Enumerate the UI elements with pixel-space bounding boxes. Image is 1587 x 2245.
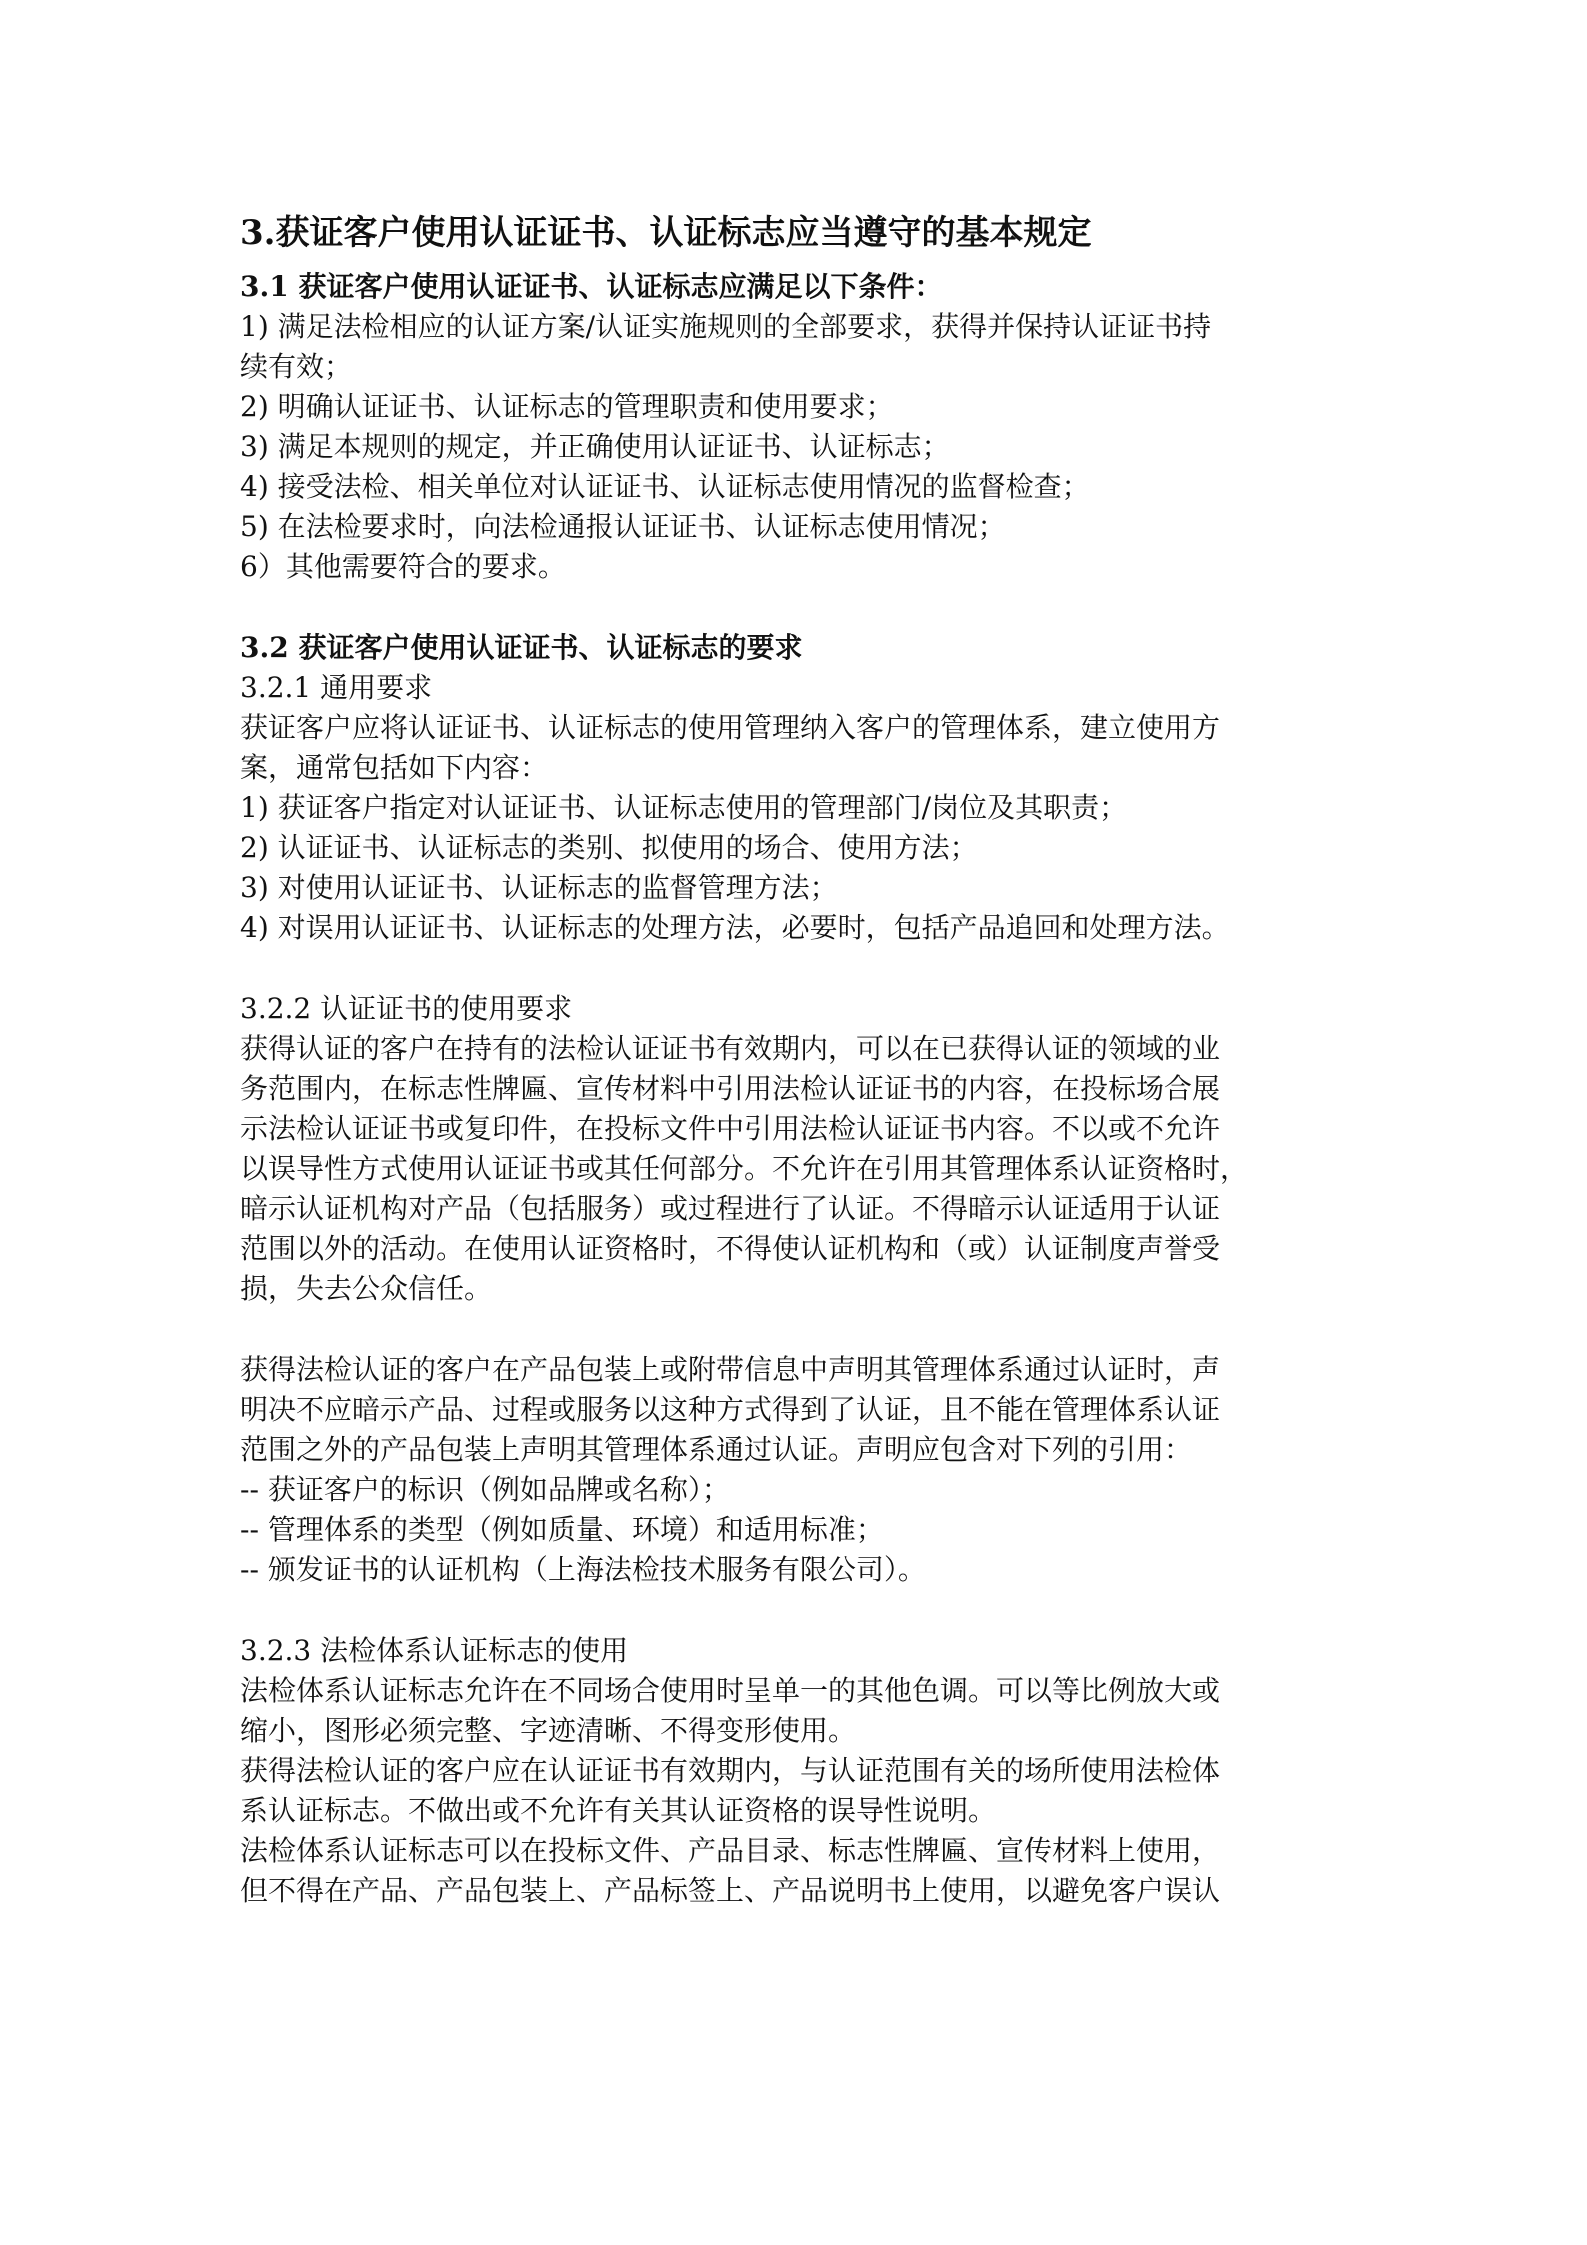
text-line: 明决不应暗示产品、过程或服务以这种方式得到了认证，且不能在管理体系认证 — [240, 1393, 1221, 1426]
text-line: 续有效； — [240, 350, 353, 383]
text-line: 但不得在产品、产品包装上、产品标签上、产品说明书上使用，以避免客户误认 — [240, 1874, 1221, 1907]
text-line: 3.2.2 认证证书的使用要求 — [240, 992, 573, 1025]
text-line: 务范围内，在标志性牌匾、宣传材料中引用法检认证证书的内容，在投标场合展 — [240, 1072, 1221, 1105]
text-line: -- 获证客户的标识（例如品牌或名称）； — [240, 1473, 730, 1506]
text-line: 4) 接受法检、相关单位对认证证书、认证标志使用情况的监督检查； — [240, 470, 1090, 503]
text-line: 2) 明确认证证书、认证标志的管理职责和使用要求； — [240, 390, 894, 423]
text-line: 6）其他需要符合的要求。 — [240, 550, 566, 583]
text-line: 获证客户应将认证证书、认证标志的使用管理纳入客户的管理体系，建立使用方 — [240, 711, 1221, 744]
text-line: 3) 对使用认证证书、认证标志的监督管理方法； — [240, 871, 838, 904]
text-line: 获得法检认证的客户在产品包装上或附带信息中声明其管理体系通过认证时，声 — [240, 1353, 1221, 1386]
text-line: 法检体系认证标志允许在不同场合使用时呈单一的其他色调。可以等比例放大或 — [240, 1674, 1221, 1707]
text-line: 以误导性方式使用认证证书或其任何部分。不允许在引用其管理体系认证资格时， — [240, 1152, 1249, 1185]
text-line: 案，通常包括如下内容： — [240, 751, 549, 784]
text-line: 3.2.1 通用要求 — [240, 671, 433, 704]
text-line: 3) 满足本规则的规定，并正确使用认证证书、认证标志； — [240, 430, 950, 463]
paragraph-gap — [240, 587, 1360, 628]
paragraph-gap — [240, 1590, 1360, 1631]
paragraph-gap — [240, 1309, 1360, 1350]
text-line: 缩小，图形必须完整、字迹清晰、不得变形使用。 — [240, 1714, 857, 1747]
text-line: 4) 对误用认证证书、认证标志的处理方法，必要时，包括产品追回和处理方法。 — [240, 911, 1230, 944]
text-line: 暗示认证机构对产品（包括服务）或过程进行了认证。不得暗示认证适用于认证 — [240, 1192, 1221, 1225]
text-line: -- 管理体系的类型（例如质量、环境）和适用标准； — [240, 1513, 884, 1546]
text-line: 3.2.3 法检体系认证标志的使用 — [240, 1634, 629, 1667]
text-line: 系认证标志。不做出或不允许有关其认证资格的误导性说明。 — [240, 1794, 997, 1827]
text-line: 法检体系认证标志可以在投标文件、产品目录、标志性牌匾、宣传材料上使用， — [240, 1834, 1221, 1867]
text-line: 1) 满足法检相应的认证方案/认证实施规则的全部要求，获得并保持认证证书持 — [240, 310, 1212, 343]
section-title: 3.获证客户使用认证证书、认证标志应当遵守的基本规定 — [240, 213, 1092, 253]
document-page — [240, 205, 1360, 1911]
subsection-heading: 3.2 获证客户使用认证证书、认证标志的要求 — [240, 631, 803, 664]
document-body — [240, 267, 1360, 1911]
text-line: 获得认证的客户在持有的法检认证证书有效期内，可以在已获得认证的领域的业 — [240, 1032, 1221, 1065]
paragraph-gap — [240, 948, 1360, 989]
subsection-heading: 3.1 获证客户使用认证证书、认证标志应满足以下条件： — [240, 270, 943, 303]
text-line: 范围以外的活动。在使用认证资格时，不得使认证机构和（或）认证制度声誉受 — [240, 1232, 1221, 1265]
text-line: 2) 认证证书、认证标志的类别、拟使用的场合、使用方法； — [240, 831, 978, 864]
text-line: 示法检认证证书或复印件，在投标文件中引用法检认证证书内容。不以或不允许 — [240, 1112, 1221, 1145]
text-line: 损，失去公众信任。 — [240, 1272, 493, 1305]
text-line: 获得法检认证的客户应在认证证书有效期内，与认证范围有关的场所使用法检体 — [240, 1754, 1221, 1787]
text-line: 1) 获证客户指定对认证证书、认证标志使用的管理部门/岗位及其职责； — [240, 791, 1128, 824]
text-line: -- 颁发证书的认证机构（上海法检技术服务有限公司）。 — [240, 1553, 926, 1586]
text-line: 5) 在法检要求时，向法检通报认证证书、认证标志使用情况； — [240, 510, 1006, 543]
text-line: 范围之外的产品包装上声明其管理体系通过认证。声明应包含对下列的引用： — [240, 1433, 1193, 1466]
